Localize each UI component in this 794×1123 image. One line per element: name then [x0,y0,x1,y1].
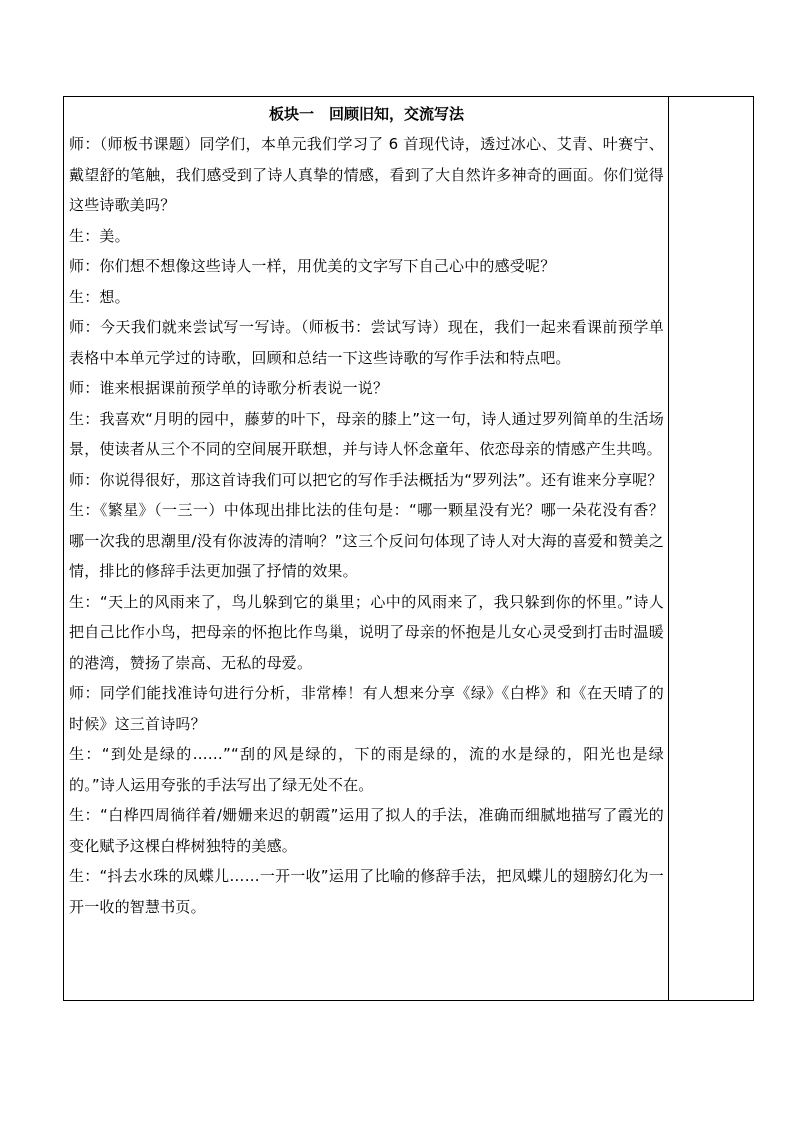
lesson-plan-table [63,96,754,1001]
dialogue-paragraph-6: 师：谁来根据课前预学单的诗歌分析表说一说？ [69,379,389,397]
dialogue-paragraph-11: 师：同学们能找准诗句进行分析，非常棒！有人想来分享《绿》《白桦》和《在天晴了的时候》这三首诗吗？ [69,684,664,733]
dialogue-paragraph-12: 生：“到处是绿的……”“刮的风是绿的，下的雨是绿的，流的水是绿的，阳光也是绿的。”诗人运用夸张的手法写出了绿无处不在。 [69,745,664,794]
dialogue-paragraph-8: 师：你说得很好，那这首诗我们可以把它的写作手法概括为“罗列法”。还有谁来分享呢？ [69,470,663,489]
dialogue-paragraph-3: 师：你们想不想像这些诗人一样，用优美的文字写下自己心中的感受呢？ [69,257,556,275]
dialogue-paragraph-1: 师：（师板书课题）同学们，本单元我们学习了 6 首现代诗，透过冰心、艾青、叶赛宁、戴望舒的笔触，我们感受到了诗人真挚的情感，看到了大自然许多神奇的画面。你们觉得这些诗歌美吗？ [69,135,664,214]
lesson-content-cell [64,97,669,1001]
notes-column-cell [669,97,754,1001]
dialogue-paragraph-10: 生：“天上的风雨来了，鸟儿躲到它的巢里；心中的风雨来了，我只躲到你的怀里。”诗人把自己比作小鸟，把母亲的怀抱比作鸟巢，说明了母亲的怀抱是儿女心灵受到打击时温暖的港湾，赞扬了崇高、无私的母爱。 [69,592,664,672]
section-heading: 板块一 回顾旧知，交流写法 [268,105,464,123]
dialogue-paragraph-5: 师：今天我们就来尝试写一写诗。（师板书：尝试写诗）现在，我们一起来看课前预学单表格中本单元学过的诗歌，回顾和总结一下这些诗歌的写作手法和特点吧。 [69,318,664,367]
table-row [64,97,754,1001]
dialogue-paragraph-7: 生：我喜欢“月明的园中，藤萝的叶下，母亲的膝上”这一句，诗人通过罗列简单的生活场景，使读者从三个不同的空间展开联想，并与诗人怀念童年、依恋母亲的情感产生共鸣。 [69,409,664,458]
dialogue-paragraph-2: 生：美。 [69,226,130,245]
dialogue-paragraph-14: 生：“抖去水珠的凤蝶儿……一开一收”运用了比喻的修辞手法，把凤蝶儿的翅膀幻化为一开一收的智慧书页。 [69,867,664,916]
dialogue-paragraph-13: 生：“白桦四周徜徉着/姗姗来迟的朝霞”运用了拟人的手法，准确而细腻地描写了霞光的变化赋予这棵白桦树独特的美感。 [69,806,664,855]
dialogue-paragraph-9: 生：《繁星》（一三一）中体现出排比法的佳句是：“哪一颗星没有光？哪一朵花没有香？哪一次我的思潮里/没有你波涛的清响？”这三个反问句体现了诗人对大海的喜爱和赞美之情，排比的修辞手法更加强了抒情的效果。 [69,501,664,580]
dialogue-paragraph-4: 生：想。 [69,287,130,306]
